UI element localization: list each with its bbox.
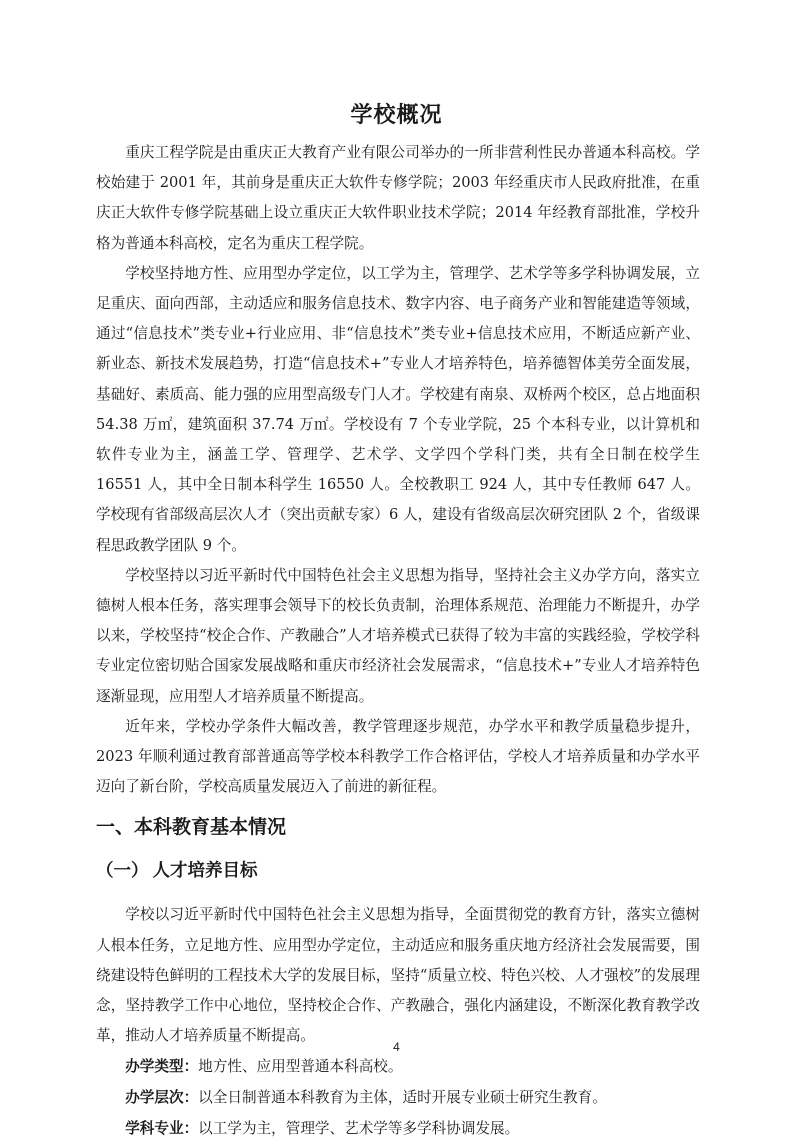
item-label: 办学类型： — [125, 1058, 199, 1076]
intro-paragraph-2: 学校坚持地方性、应用型办学定位，以工学为主，管理学、艺术学等多学科协调发展，立足重庆、面向西部，主动适应和服务信息技术、数字内容、电子商务产业和智能建造等领域，通过“信息技术”类专业+行业应用、非“信息技术”类专业+信息技术应用，不断适应新产业、新业态、新技术发展趋势，打造“信息技术+”专业人才培养特色，培养德智体美劳全面发展，基础好、素质高、能力强的应用型高级专门人才。学校建有南泉、双桥两个校区，总占地面积 54.38 万㎡，建筑面积 37.74 万㎡。学校设有 7 个专业学院，25 个本科专业，以计算机和软件专业为主，涵盖工学、管理学、艺术学、文学四个学科门类，共有全日制在校学生 16551 人，其中全日制本科学生 16550 人。全校教职工 924 人，其中专任教师 647 人。学校现有省部级高层次人才（突出贡献专家）6 人，建设有省级高层次研究团队 2 个，省级课程思政教学团队 9 个。 — [96, 264, 700, 554]
section-heading-1: 一、本科教育基本情况 — [96, 816, 287, 839]
subsection-number: （一） — [96, 861, 149, 882]
subsection-title: 人才培养目标 — [152, 861, 258, 882]
intro-paragraph-1: 重庆工程学院是由重庆正大教育产业有限公司举办的一所非营利性民办普通本科高校。学校始建于 2001 年，其前身是重庆正大软件专修学院；2003 年经重庆市人民政府批准，在重庆正大软件专修学院基础上设立重庆正大软件职业技术学院；2014 年经教育部批准，学校升格为普通本科高校，定名为重庆工程学院。 — [96, 144, 700, 252]
list-item-school-level — [96, 1082, 700, 1113]
list-item-disciplines — [96, 1113, 700, 1144]
item-value: 地方性、应用型普通本科高校。 — [198, 1058, 403, 1076]
subsection-heading-1 — [96, 854, 700, 888]
intro-paragraph-4: 近年来，学校办学条件大幅改善，教学管理逐步规范，办学水平和教学质量稳步提升，2023 年顺利通过教育部普通高等学校本科教学工作合格评估，学校人才培养质量和办学水平迈向了新台阶，学校高质量发展迈入了前进的新征程。 — [96, 717, 700, 796]
item-value: 以全日制普通本科教育为主体，适时开展专业硕士研究生教育。 — [198, 1089, 607, 1107]
list-item-school-type — [96, 1051, 700, 1082]
page-title: 学校概况 — [350, 103, 443, 128]
item-label: 办学层次： — [125, 1089, 199, 1107]
document-body — [96, 138, 700, 1144]
item-label: 学科专业： — [125, 1120, 199, 1138]
intro-paragraph-3: 学校坚持以习近平新时代中国特色社会主义思想为指导，坚持社会主义办学方向，落实立德树人根本任务，落实理事会领导下的校长负责制，治理体系规范、治理能力不断提升，办学以来，学校坚持“校企合作、产教融合”人才培养模式已获得了较为丰富的实践经验，学校学科专业定位密切贴合国家发展战略和重庆市经济社会发展需求，“信息技术+”专业人才培养特色逐渐显现，应用型人才培养质量不断提高。 — [96, 566, 700, 705]
item-value: 以工学为主，管理学、艺术学等多学科协调发展。 — [198, 1120, 520, 1138]
page-number: 4 — [393, 1040, 400, 1054]
training-goal-paragraph: 学校以习近平新时代中国特色社会主义思想为指导，全面贯彻党的教育方针，落实立德树人根本任务，立足地方性、应用型办学定位，主动适应和服务重庆地方经济社会发展需要，围绕建设特色鲜明的工程技术大学的发展目标，坚持“质量立校、特色兴校、人才强校”的发展理念，坚持教学工作中心地位，坚持校企合作、产教融合，强化内涵建设，不断深化教育教学改革，推动人才培养质量不断提高。 — [96, 906, 700, 1045]
